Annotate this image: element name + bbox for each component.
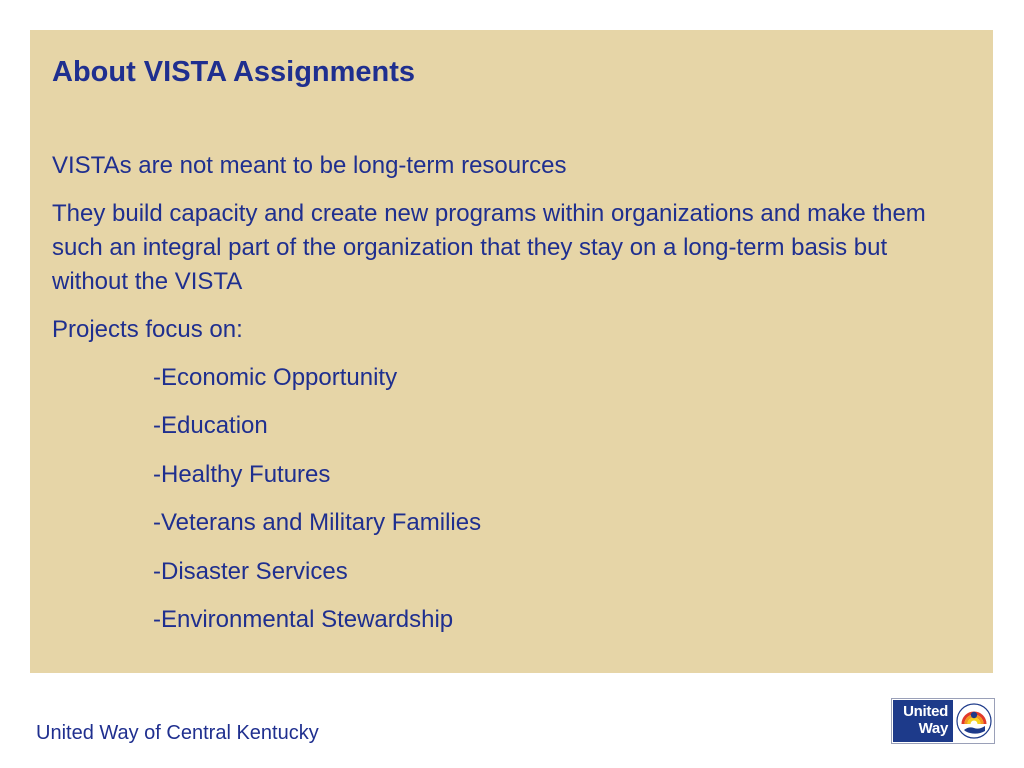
focus-area-item: -Veterans and Military Families: [153, 509, 482, 537]
paragraph-projects-focus: Projects focus on:: [52, 316, 243, 343]
paragraph-resources: VISTAs are not meant to be long-term resources: [52, 152, 567, 179]
focus-area-item: -Environmental Stewardship: [153, 605, 454, 633]
footer-organization: United Way of Central Kentucky: [36, 722, 319, 744]
focus-area-item: -Healthy Futures: [153, 460, 331, 488]
logo-wordmark: [893, 700, 953, 742]
focus-area-item: -Economic Opportunity: [153, 364, 398, 391]
focus-area-item: -Education: [153, 412, 268, 440]
united-way-logo: [891, 698, 995, 744]
logo-line-united: United: [903, 703, 948, 720]
focus-area-list: [153, 361, 481, 651]
focus-area-item: -Disaster Services: [153, 557, 348, 585]
slide-title: About VISTA Assignments: [52, 56, 416, 88]
united-way-hand-rainbow-icon: [955, 700, 993, 742]
paragraph-capacity: They build capacity and create new programs within organizations and make them such an integral part of the organization that they stay on a long-term basis but without the VISTA: [52, 200, 926, 295]
logo-line-way: Way: [918, 720, 948, 737]
